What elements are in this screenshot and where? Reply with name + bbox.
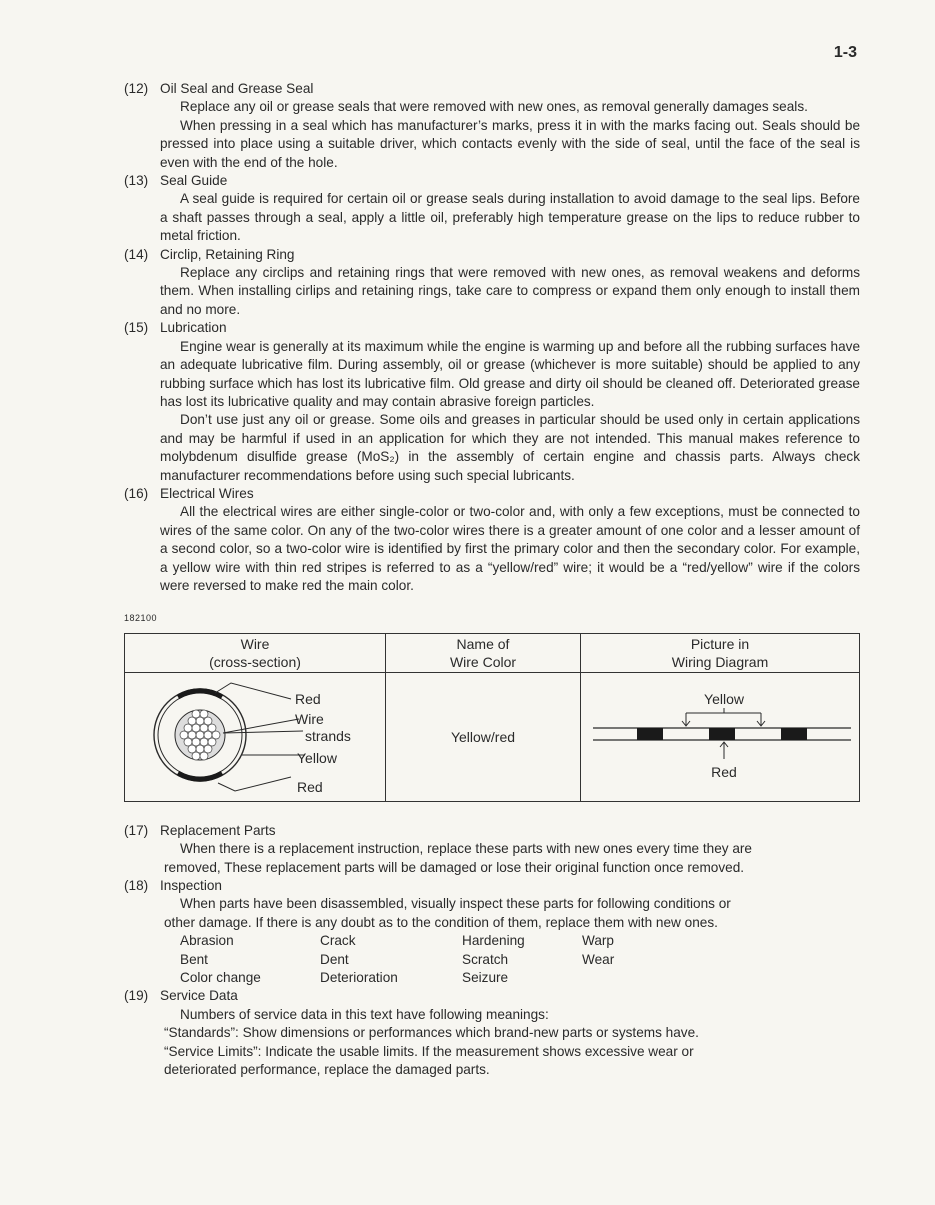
red-stripe-mark <box>709 728 735 740</box>
label-yellow: Yellow <box>297 749 337 766</box>
section-number: (13) <box>124 173 149 189</box>
paragraph-line: Numbers of service data in this text have following meanings: <box>180 1006 549 1022</box>
paragraph: All the electrical wires are either single-color or two-color and, with only a few exceptions, must be connected to wires of the same color. On any of the two-color wires there is a greater amount of one color and a lesser amount of a second color, so a two-color wire is identified by first the primary color and then the secondary color. For example, a yellow wire with thin red stripes is referred to as a “yellow/red” wire; it would be a “red/yellow” wire if the colors were reversed to make red the main color. <box>160 504 860 593</box>
label-red-bottom: Red <box>297 778 323 795</box>
section-number: (18) <box>124 878 149 893</box>
red-stripe-mark <box>637 728 663 740</box>
paragraph-line: “Standards”: Show dimensions or performances which brand-new parts or systems have. <box>164 1025 699 1041</box>
list-item: Dent <box>320 951 349 967</box>
paragraph: Don’t use just any oil or grease. Some oils and greases in particular should be used only in certain applications and may be harmful if used in an application for which they are not intended. This manual makes reference to molybdenum disulfide grease (MoS₂) in the assembly of certain engine and chassis parts. Always check manufacturer recommendations before using such special lubricants. <box>160 412 860 483</box>
section-16 <box>124 485 860 595</box>
table-row <box>125 672 860 801</box>
list-item: Crack <box>320 933 356 949</box>
list-item: Seizure <box>462 970 509 986</box>
table-header-row <box>125 633 860 672</box>
red-stripe-mark <box>781 728 807 740</box>
label-red-top: Red <box>295 690 321 707</box>
section-title: Service Data <box>160 988 238 1004</box>
section-number: (14) <box>124 246 149 262</box>
section-title: Inspection <box>160 878 222 893</box>
section-18 <box>124 877 860 987</box>
paragraph-line: removed, These replacement parts will be damaged or lose their original function once removed. <box>164 859 745 875</box>
paragraph-line: “Service Limits”: Indicate the usable limits. If the measurement shows excessive wear or <box>164 1043 694 1059</box>
wire-color-name: Yellow/red <box>450 728 516 745</box>
header-picture: Picture in Wiring Diagram <box>581 633 860 672</box>
red-stripe-top <box>178 691 222 697</box>
wire-cross-section-illustration <box>125 673 383 801</box>
list-item: Deterioration <box>320 970 398 986</box>
section-title: Lubrication <box>160 320 227 336</box>
label-wire: Wire <box>295 710 324 727</box>
header-wire: Wire (cross-section) <box>125 633 386 672</box>
paragraph: Engine wear is generally at its maximum while the engine is warming up and before all the rubbing surfaces have an adequate lubricative film. During assembly, oil or grease (whichever is more suitable) should be applied to any rubbing surface which has lost its lubricative film. Old grease and dirty oil should be cleaned off. Deteriorated grease has lost its lubricative quality and may contain abrasive foreign particles. <box>160 338 860 409</box>
list-item: Warp <box>582 933 614 949</box>
section-number: (15) <box>124 320 149 336</box>
diagram-label-yellow: Yellow <box>704 690 744 707</box>
paragraph: When pressing in a seal which has manufacturer’s marks, press it in with the marks facing out. Seals should be pressed into place using a suitable driver, which contacts evenly with the side of seal, until the face of the seal is even with the end of the hole. <box>160 117 860 170</box>
section-13 <box>124 172 860 246</box>
list-item: Abrasion <box>180 933 234 949</box>
header-wire-color: Name of Wire Color <box>386 633 581 672</box>
wire-color-name-cell <box>386 672 581 801</box>
paragraph: A seal guide is required for certain oil or grease seals during installation to avoid damage to the seal lips. Before a shaft passes through a seal, apply a little oil, preferably high temperature grease on the lips to reduce rubber to metal friction. <box>160 191 860 244</box>
section-number: (16) <box>124 485 149 501</box>
inspection-conditions-list <box>180 932 860 987</box>
paragraph: Replace any oil or grease seals that were removed with new ones, as removal generally damages seals. <box>180 99 808 115</box>
section-12 <box>124 80 860 172</box>
section-number: (19) <box>124 988 149 1004</box>
wiring-diagram-illustration <box>581 673 859 801</box>
page-number: 1-3 <box>833 44 857 61</box>
section-number: (17) <box>124 822 149 838</box>
section-17 <box>124 822 860 877</box>
list-item: Scratch <box>462 951 509 967</box>
section-title: Electrical Wires <box>160 485 254 501</box>
wire-cross-section-cell <box>125 672 386 801</box>
section-number: (12) <box>124 81 149 96</box>
red-stripe-bottom <box>178 773 222 779</box>
paragraph-line: deteriorated performance, replace the damaged parts. <box>164 1062 490 1078</box>
section-14 <box>124 246 860 320</box>
paragraph: Replace any circlips and retaining rings that were removed with new ones, as removal weakens and deforms them. When installing cirlips and retaining rings, take care to compress or expand them only enough to install them and no more. <box>160 265 860 317</box>
section-title: Seal Guide <box>160 173 228 189</box>
section-19 <box>124 987 860 1079</box>
diagram-label-red: Red <box>711 763 737 780</box>
section-title: Oil Seal and Grease Seal <box>160 81 314 96</box>
section-title: Circlip, Retaining Ring <box>160 246 295 262</box>
list-item: Color change <box>180 970 261 986</box>
section-title: Replacement Parts <box>160 822 276 838</box>
wire-color-table <box>124 633 860 802</box>
paragraph-line: When parts have been disassembled, visually inspect these parts for following conditions or <box>180 896 731 912</box>
label-strands: strands <box>305 727 351 744</box>
list-item: Bent <box>180 951 208 967</box>
paragraph-line: other damage. If there is any doubt as to the condition of them, replace them with new ones. <box>164 914 718 930</box>
wiring-diagram-cell <box>581 672 860 801</box>
paragraph-line: When there is a replacement instruction, replace these parts with new ones every time they are <box>180 841 752 857</box>
list-item: Wear <box>582 951 615 967</box>
document-body <box>124 80 860 1079</box>
section-15 <box>124 319 860 485</box>
list-item: Hardening <box>462 933 525 949</box>
figure-code: 182100 <box>124 613 158 624</box>
